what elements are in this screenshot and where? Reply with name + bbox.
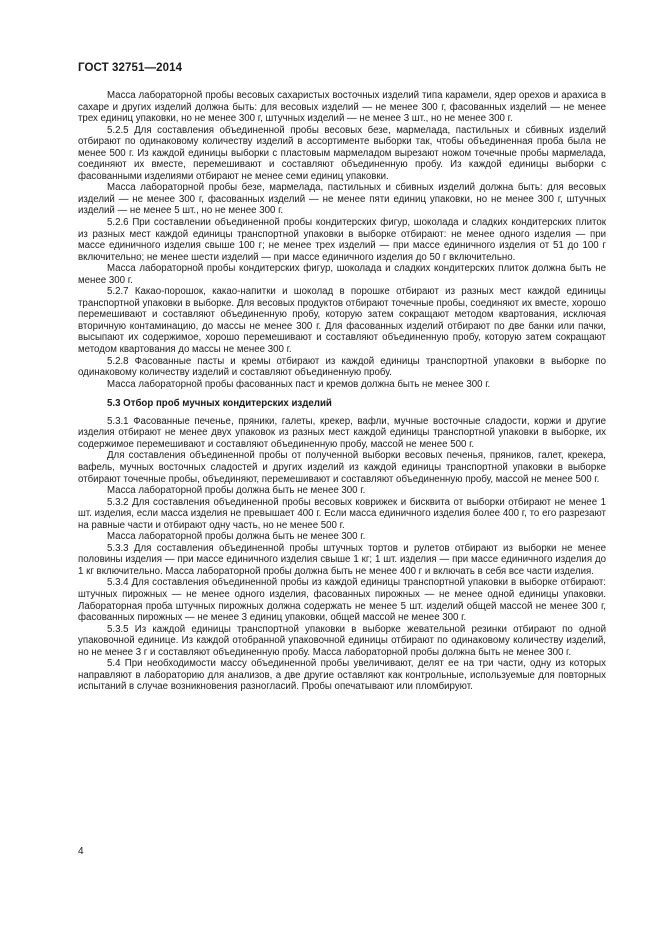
document-body (78, 90, 606, 693)
paragraph: Масса лабораторной пробы безе, мармелада, пастильных и сбивных изделий должна быть: для весовых изделий — не менее 300 г, фасованных изделий — не менее пяти единиц упаковки, но не менее 300 г, штучных изделий — не менее 5 шт., но не менее 300 г. (78, 182, 606, 217)
paragraph: Масса лабораторной пробы должна быть не менее 300 г. (107, 485, 366, 497)
paragraph: 5.2.6 При составлении объединенной пробы кондитерских фигур, шоколада и сладких кондитерских плиток из разных мест каждой единицы транспортной упаковки в выборке отбирают: не менее одного изделия — при массе единичного изделия свыше 100 г; не менее трех изделий — при массе единичного изделия от 51 до 100 г включительно; не менее шести изделий — при массе единичного изделия до 50 г включительно. (78, 217, 606, 263)
paragraph: 5.3.5 Из каждой единицы транспортной упаковки в выборке жевательной резинки отбирают по одной упаковочной единице. Из каждой отобранной упаковочной единицы отбирают по одинаковому количеству изделий, но не менее 3 г и составляют объединенную пробу. Масса лабораторной пробы должна быть не менее 300 г. (78, 623, 606, 658)
paragraph: 5.2.7 Какао-порошок, какао-напитки и шоколад в порошке отбирают из разных мест каждой единицы транспортной упаковки в выборке. Для весовых продуктов отбирают точечные пробы, соединяют их вместе, хорошо перемешивают и составляют объединенную пробу, которую затем сокращают методом квартования, исключая вторичную контаминацию, до массы не менее 300 г. Для фасованных изделий отбирают по две банки или пачки, высыпают их содержимое, хорошо перемешивают и составляют объединенную пробу, которую затем сокращают методом квартования до массы не менее 300 г. (78, 286, 606, 356)
paragraph: 5.3.4 Для составления объединенной пробы из каждой единицы транспортной упаковки в выборке отбирают: штучных пирожных — не менее одного изделия, фасованных пирожных — не менее одной единицы упаковки. Лабораторная проба штучных пирожных должна содержать не менее 5 шт. изделий общей массой не менее 300 г, фасованных пирожных — не менее 3 единиц упаковки, общей массой не менее 300 г. (78, 577, 606, 624)
paragraph: Для составления объединенной пробы от полученной выборки весовых печенья, пряников, галет, крекера, вафель, мучных восточных сладостей и других изделий из каждой единицы транспортной упаковки в выборке отбирают точечные пробы, объединяют, перемешивают и составляют объединенную пробу, массой не менее 500 г. (78, 450, 606, 485)
paragraph: 5.2.8 Фасованные пасты и кремы отбирают из каждой единицы транспортной упаковки в выборке по одинаковому количеству изделий и составляют объединенную пробу. (78, 355, 606, 379)
paragraph: 5.3.3 Для составления объединенной пробы штучных тортов и рулетов отбирают из выборки не менее половины изделия — при массе единичного изделия свыше 1 кг; 1 шт. изделия — при массе единичного изделия до 1 кг включительно. Масса лабораторной пробы должна быть не менее 400 г и включать в себя все части изделия. (78, 542, 606, 577)
paragraph: Масса лабораторной пробы кондитерских фигур, шоколада и сладких кондитерских плиток должна быть не менее 300 г. (78, 263, 606, 286)
paragraph: Масса лабораторной пробы весовых сахаристых восточных изделий типа карамели, ядер орехов и арахиса в сахаре и других изделий должна быть: для весовых изделий — не менее 300 г, фасованных изделий — не менее трех единиц упаковки, но не менее 300 г, штучных изделий — не менее 3 шт., но не менее 300 г. (78, 90, 606, 125)
document-code: ГОСТ 32751—2014 (78, 62, 183, 74)
paragraph: 5.3.1 Фасованные печенье, пряники, галеты, крекер, вафли, мучные восточные сладости, коржи и другие изделия отбирают не менее двух упаковок из разных мест каждой единицы транспортной упаковки в выборке, их содержимое перемешивают и составляют объединенную пробу, массой не менее 500 г. (78, 415, 606, 450)
paragraph: 5.2.5 Для составления объединенной пробы весовых безе, мармелада, пастильных и сбивных изделий отбирают по одинаковому количеству изделий в ассортименте выборки так, чтобы объединенная проба была не менее 500 г. Из каждой единицы выборки с пластовым мармеладом вырезают ножом точечные пробы мармелада, соединяют их вместе, перемешивают и составляют объединенную пробу. Из каждой единицы выборки с фасованными изделиями отбирают не менее семи единиц упаковки. (78, 124, 606, 182)
page-number: 4 (78, 846, 84, 857)
paragraph: Масса лабораторной пробы фасованных паст и кремов должна быть не менее 300 г. (107, 378, 491, 390)
paragraph: 5.4 При необходимости массу объединенной пробы увеличивают, делят ее на три части, одну из которых направляют в лабораторию для анализов, а две другие оставляют как контрольные, используемые для повторных испытаний в случае возникновения разногласий. Пробы опечатывают или пломбируют. (78, 658, 606, 693)
section-heading: 5.3 Отбор проб мучных кондитерских изделий (107, 398, 332, 410)
paragraph: 5.3.2 Для составления объединенной пробы весовых коврижек и бисквита от выборки отбирают не менее 1 шт. изделия, если масса изделия не превышает 400 г. Если масса единичного изделия более 400 г, то его разрезают на равные части и отбирают одну часть, но не менее 500 г. (78, 496, 606, 531)
paragraph: Масса лабораторной пробы должна быть не менее 300 г. (107, 531, 366, 543)
